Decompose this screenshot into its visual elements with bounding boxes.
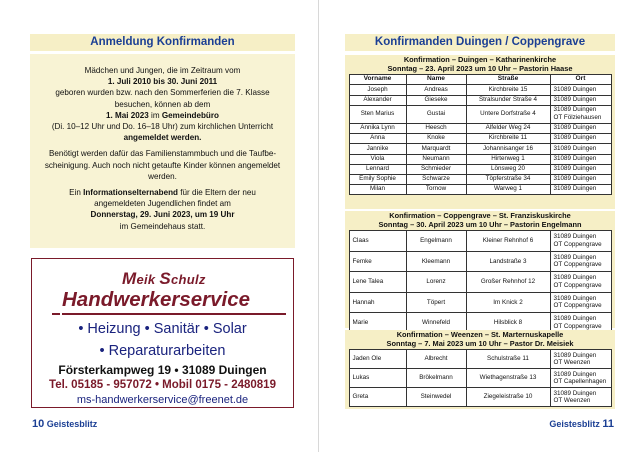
cell-place: [550, 134, 611, 144]
cell-last-name: Neumann: [406, 154, 466, 164]
confirmands-heading: Konfirmanden Duingen / Coppengrave: [345, 34, 615, 51]
cell-first-name: Joseph: [349, 85, 406, 95]
table-row: [349, 251, 611, 272]
table-body: [349, 350, 611, 407]
ad-name-cap-m: M: [122, 269, 137, 288]
ad-address: Försterkampweg 19 • 31089 Duingen: [58, 363, 267, 377]
table-row: [349, 144, 611, 154]
cell-street: Ziegeleistraße 10: [466, 388, 550, 407]
cell-street: Stralsunder Straße 4: [466, 95, 550, 105]
table-row: [349, 272, 611, 293]
cell-place: [550, 85, 611, 95]
cell-last-name: Heesch: [406, 123, 466, 133]
cell-last-name: Schwarze: [406, 174, 466, 184]
section-weenzen-title: [345, 330, 615, 348]
cell-last-name: Marquardt: [406, 144, 466, 154]
place-city: 31089 Duingen: [553, 124, 597, 132]
table-row: [349, 185, 611, 195]
cell-last-name: Andreas: [406, 85, 466, 95]
cell-place: [550, 164, 611, 174]
table-row: [349, 85, 611, 95]
section-coppengrave: [345, 211, 615, 328]
ad-name-last: chulz: [171, 272, 206, 287]
place-city: 31089 Duingen: [553, 134, 597, 142]
left-footer: [32, 418, 97, 430]
table-row: [349, 95, 611, 105]
place-district: OT Coppengrave: [553, 322, 602, 330]
section-weenzen-title-line1: Konfirmation – Weenzen – St. Marternuskapelle: [396, 330, 564, 339]
place-city: 31089 Duingen: [553, 389, 597, 397]
place-city: 31089 Duingen: [553, 233, 597, 241]
cell-place: [550, 251, 611, 272]
table-row: [349, 350, 611, 369]
cell-street: Töpferstraße 34: [466, 174, 550, 184]
section-coppengrave-title-line1: Konfirmation – Coppengrave – St. Franziskuskirche: [389, 211, 571, 220]
para1-line5: [30, 110, 295, 121]
cell-place: [550, 123, 611, 133]
ad-services-repair: • Reparaturarbeiten: [99, 343, 226, 359]
cell-last-name: Brökelmann: [406, 369, 466, 388]
place-district: OT Weenzen: [553, 397, 591, 405]
cell-place: [550, 185, 611, 195]
ad-phone: Tel. 05185 - 957072 • Mobil 0175 - 2480819: [49, 379, 276, 391]
section-duingen: [345, 55, 615, 209]
cell-first-name: Emily Sophie: [349, 174, 406, 184]
cell-street: Kirchbreite 11: [466, 134, 550, 144]
advertisement-box: [31, 258, 294, 408]
ad-title: Handwerkerservice: [62, 288, 251, 311]
para3-pre: Ein: [69, 188, 84, 198]
para1-date-range: 1. Juli 2010 bis 30. Juni 2011: [107, 77, 218, 87]
place-city: 31089 Duingen: [553, 95, 597, 103]
cell-place: [550, 231, 611, 252]
cell-street: Johannisanger 16: [466, 144, 550, 154]
cell-last-name: Knoke: [406, 134, 466, 144]
place-district: OT Fölziehausen: [553, 114, 602, 122]
cell-first-name: Anna: [349, 134, 406, 144]
ad-underline-dash: [52, 313, 60, 315]
cell-last-name: Albrecht: [406, 350, 466, 369]
registration-heading: Anmeldung Konfirmanden: [30, 34, 295, 51]
para1-line5-mid: im: [148, 110, 162, 120]
section-duingen-title-line1: Konfirmation – Duingen – Katharinenkirche: [403, 55, 557, 64]
table-row: [349, 123, 611, 133]
table-header-row: [349, 75, 611, 85]
table-row: [349, 164, 611, 174]
column-header: Straße: [466, 75, 550, 85]
cell-street: Landstraße 3: [466, 251, 550, 272]
cell-place: [550, 95, 611, 105]
cell-last-name: Winnefeld: [406, 313, 466, 334]
para1-line3: geboren wurden bzw. nach den Sommerferien die 7. Klasse: [55, 88, 270, 98]
place-district: OT Coppengrave: [553, 261, 602, 269]
column-header: Vorname: [349, 75, 406, 85]
right-footer: [549, 418, 614, 430]
cell-last-name: Gieseke: [406, 95, 466, 105]
para1-line1: Mädchen und Jungen, die im Zeitraum vom: [84, 66, 241, 75]
table-weenzen: [349, 349, 612, 407]
cell-place: [550, 369, 611, 388]
place-city: 31089 Duingen: [553, 370, 597, 378]
para2-line1: Benötigt werden dafür das Familienstammbuch und die Taufbe-: [48, 149, 277, 159]
cell-last-name: Schmieder: [406, 164, 466, 174]
table-row: [349, 105, 611, 123]
cell-last-name: Lorenz: [406, 272, 466, 293]
cell-place: [550, 272, 611, 293]
table-row: [349, 388, 611, 407]
cell-first-name: Viola: [349, 154, 406, 164]
section-duingen-title: [345, 55, 615, 73]
cell-street: Im Knick 2: [466, 292, 550, 313]
cell-first-name: Claas: [349, 231, 406, 252]
left-footer-text: Geistesblitz: [46, 419, 98, 429]
cell-first-name: Alexander: [349, 95, 406, 105]
table-body: [349, 231, 611, 334]
place-city: 31089 Duingen: [553, 185, 597, 193]
place-city: 31089 Duingen: [553, 175, 597, 183]
table-row: [349, 369, 611, 388]
cell-street: Wiethagenstraße 13: [466, 369, 550, 388]
place-city: 31089 Duingen: [553, 315, 597, 323]
place-district: OT Coppengrave: [553, 240, 602, 248]
info-evening: Informationselternabend: [83, 188, 178, 198]
cell-street: Alfelder Weg 24: [466, 123, 550, 133]
column-header: Name: [406, 75, 466, 85]
para3-line1: [30, 187, 295, 198]
para1-line6: (Di. 10–12 Uhr und Do. 16–18 Uhr) zum kirchlichen Unterricht: [51, 122, 274, 132]
right-page-number: 11: [602, 418, 614, 430]
cell-street: Großer Rehnhof 12: [466, 272, 550, 293]
para3-post: für die Eltern der neu: [178, 188, 256, 198]
cell-street: Hirtenweg 1: [466, 154, 550, 164]
table-coppengrave: [349, 230, 612, 334]
section-coppengrave-title-line2: Sonntag – 30. April 2023 um 10 Uhr – Pastorin Engelmann: [378, 219, 582, 229]
cell-first-name: Marie: [349, 313, 406, 334]
right-footer-text: Geistesblitz: [549, 419, 600, 429]
cell-street: Untere Dorfstraße 4: [466, 105, 550, 123]
right-page: [321, 0, 640, 452]
cell-first-name: Jaden Ole: [349, 350, 406, 369]
cell-first-name: Sten Marius: [349, 105, 406, 123]
place-city: 31089 Duingen: [553, 154, 597, 162]
cell-first-name: Lukas: [349, 369, 406, 388]
cell-last-name: Gustai: [406, 105, 466, 123]
section-coppengrave-title: [345, 211, 615, 229]
cell-place: [550, 105, 611, 123]
cell-street: Lönsweg 20: [466, 164, 550, 174]
ad-name-cap-s: S: [159, 269, 171, 288]
cell-first-name: Milan: [349, 185, 406, 195]
place-district: OT Coppengrave: [553, 281, 602, 289]
office-name: Gemeindebüro: [161, 110, 219, 120]
cell-first-name: Lene Talea: [349, 272, 406, 293]
place-city: 31089 Duingen: [553, 144, 597, 152]
cell-street: Kleiner Rehnhof 6: [466, 231, 550, 252]
place-city: 31089 Duingen: [553, 253, 597, 261]
registration-text: [30, 54, 295, 248]
start-date: 1. Mai 2023: [106, 110, 149, 120]
cell-last-name: Steinwedel: [406, 388, 466, 407]
cell-first-name: Hannah: [349, 292, 406, 313]
section-duingen-title-line2: Sonntag – 23. April 2023 um 10 Uhr – Pastorin Haase: [387, 63, 573, 73]
cell-place: [550, 388, 611, 407]
para3-line4: im Gemeindehaus statt.: [119, 221, 206, 231]
left-page-number: 10: [32, 418, 45, 430]
place-city: 31089 Duingen: [553, 351, 597, 359]
place-city: 31089 Duingen: [553, 85, 597, 93]
cell-first-name: Greta: [349, 388, 406, 407]
cell-place: [550, 174, 611, 184]
column-header: Ort: [550, 75, 611, 85]
cell-street: Schulstraße 11: [466, 350, 550, 369]
para2-line3: werden.: [148, 171, 177, 181]
ad-owner-name: [122, 269, 206, 289]
place-district: OT Coppengrave: [553, 302, 602, 310]
cell-street: Kirchbreite 15: [466, 85, 550, 95]
left-page: [0, 0, 319, 452]
cell-first-name: Lennard: [349, 164, 406, 174]
cell-last-name: Kleemann: [406, 251, 466, 272]
place-district: OT Capellenhagen: [553, 378, 607, 386]
table-row: [349, 174, 611, 184]
cell-place: [550, 350, 611, 369]
place-city: 31089 Duingen: [553, 105, 597, 113]
para3-line2: angemeldeten Jugendlichen findet am: [94, 199, 231, 209]
table-row: [349, 154, 611, 164]
cell-street: Warweg 1: [466, 185, 550, 195]
cell-street: Hilsblick 8: [466, 313, 550, 334]
place-city: 31089 Duingen: [553, 274, 597, 282]
cell-first-name: Femke: [349, 251, 406, 272]
cell-last-name: Engelmann: [406, 231, 466, 252]
cell-first-name: Annika Lynn: [349, 123, 406, 133]
table-row: [349, 134, 611, 144]
table-row: [349, 231, 611, 252]
cell-place: [550, 292, 611, 313]
table-duingen: [349, 74, 612, 195]
cell-place: [550, 144, 611, 154]
ad-underline: [62, 313, 286, 315]
place-city: 31089 Duingen: [553, 164, 597, 172]
cell-place: [550, 154, 611, 164]
place-district: OT Weenzen: [553, 359, 591, 367]
para1-line4: besuchen, können ab dem: [114, 99, 211, 109]
place-city: 31089 Duingen: [553, 294, 597, 302]
cell-last-name: Tornow: [406, 185, 466, 195]
section-weenzen-title-line2: Sonntag – 7. Mai 2023 um 10 Uhr – Pastor Dr. Meisiek: [386, 338, 574, 348]
para1-line7: angemeldet werden.: [123, 133, 202, 143]
table-row: [349, 292, 611, 313]
info-evening-date: Donnerstag, 29. Juni 2023, um 19 Uhr: [90, 210, 235, 220]
cell-first-name: Jannike: [349, 144, 406, 154]
ad-email: ms-handwerkerservice@freenet.de: [76, 394, 249, 406]
cell-last-name: Töpert: [406, 292, 466, 313]
ad-services: • Heizung • Sanitär • Solar: [78, 321, 247, 337]
para2-line2: scheinigung. Auch noch nicht getaufte Kinder können angemeldet: [44, 160, 281, 170]
table-body: [349, 85, 611, 195]
ad-name-first: eik: [136, 272, 160, 287]
section-weenzen: [345, 330, 615, 409]
